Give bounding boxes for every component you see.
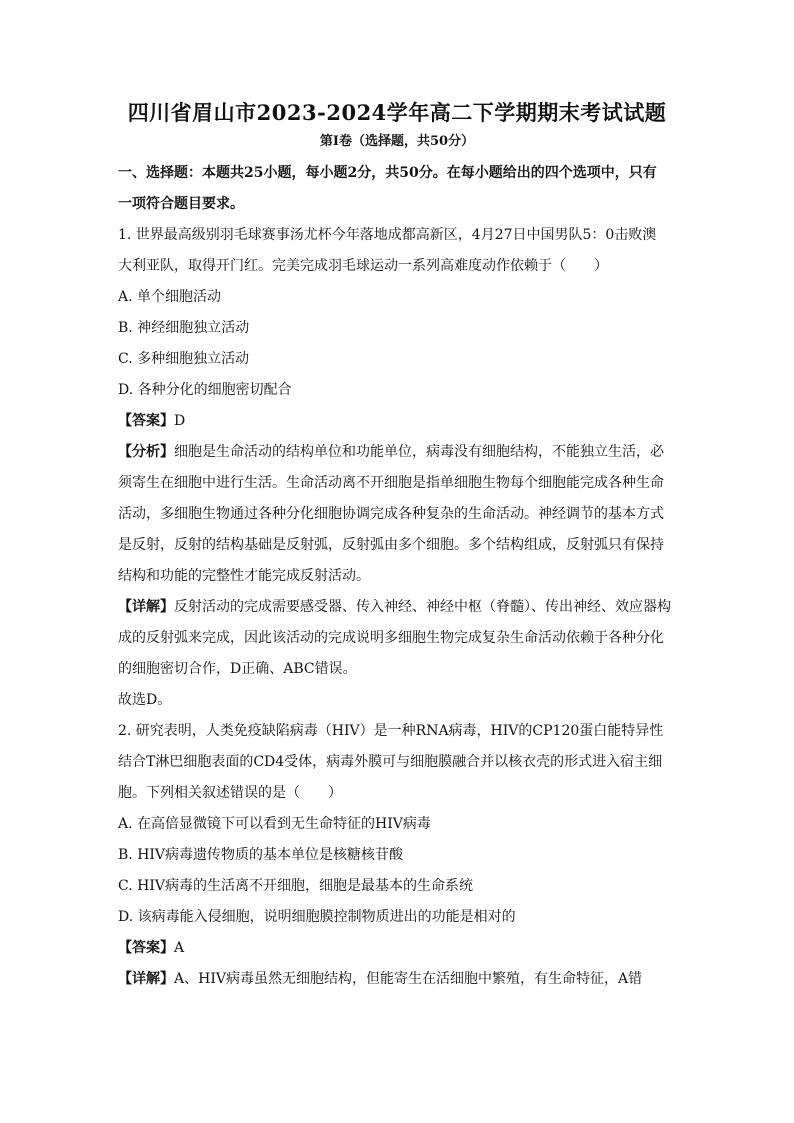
- q1-analysis-line: 须寄生在细胞中进行生活。生命活动离不开细胞是指单细胞生物每个细胞能完成各种生命: [118, 475, 664, 491]
- q1-conclusion: 故选D。: [118, 692, 172, 708]
- answer-value: D: [174, 413, 186, 429]
- page-title: 四川省眉山市2023-2024学年高二下学期期末考试试题: [127, 100, 667, 125]
- detail-label: 【详解】: [118, 971, 174, 987]
- q1-detail-line: 的细胞密切合作，D正确、ABC错误。: [118, 661, 357, 677]
- q2-stem-line: 2. 研究表明，人类免疫缺陷病毒（HIV）是一种RNA病毒，HIV的CP120蛋白能特异性: [118, 723, 664, 739]
- q2-option-d: D. 该病毒能入侵细胞，说明细胞膜控制物质进出的功能是相对的: [118, 909, 516, 925]
- q1-option-d: D. 各种分化的细胞密切配合: [118, 382, 292, 398]
- q2-answer: [118, 933, 676, 964]
- answer-label: 【答案】: [118, 413, 174, 429]
- q1-option-c: C. 多种细胞独立活动: [118, 351, 250, 367]
- q1-analysis-line: 是反射，反射的结构基础是反射弧，反射弧由多个细胞。多个结构组成，反射弧只有保持: [118, 537, 664, 553]
- q2-stem-line: 结合T淋巴细胞表面的CD4受体，病毒外膜可与细胞膜融合并以核衣壳的形式进入宿主细: [118, 754, 663, 770]
- q1-analysis-line: 活动，多细胞生物通过各种分化细胞协调完成各种复杂的生命活动。神经调节的基本方式: [118, 506, 664, 522]
- q2-detail-line: [118, 964, 676, 995]
- q2-option-b: B. HIV病毒遗传物质的基本单位是核糖核苷酸: [118, 847, 404, 863]
- q1-option-a: A. 单个细胞活动: [118, 289, 222, 305]
- section-heading: [118, 158, 676, 220]
- detail-text: 反射活动的完成需要感受器、传入神经、神经中枢（脊髓）、传出神经、效应器构: [174, 599, 671, 615]
- analysis-label: 【分析】: [118, 444, 174, 460]
- q2-stem-line: 胞。下列相关叙述错误的是（ ）: [118, 785, 342, 801]
- q1-analysis-line: 结构和功能的完整性才能完成反射活动。: [118, 568, 370, 584]
- part-subtitle: 第Ⅰ卷（选择题，共50分）: [319, 134, 475, 149]
- analysis-text: 细胞是生命活动的结构单位和功能单位，病毒没有细胞结构，不能独立生活，必: [174, 444, 664, 460]
- question-2: [118, 716, 676, 995]
- detail-label: 【详解】: [118, 599, 174, 615]
- q1-analysis-line: [118, 437, 676, 468]
- q2-option-a: A. 在高倍显微镜下可以看到无生命特征的HIV病毒: [118, 816, 431, 832]
- q1-stem-line: 1. 世界最高级别羽毛球赛事汤尤杯今年落地成都高新区，4月27日中国男队5：0击败澳: [118, 227, 657, 243]
- q2-option-c: C. HIV病毒的生活离不开细胞，细胞是最基本的生命系统: [118, 878, 473, 894]
- q1-answer: [118, 406, 676, 437]
- question-1: [118, 220, 676, 716]
- section-heading-line: 一、选择题：本题共25小题，每小题2分，共50分。在每小题给出的四个选项中，只有: [118, 165, 657, 181]
- detail-text: A、HIV病毒虽然无细胞结构，但能寄生在活细胞中繁殖，有生命特征，A错: [174, 971, 643, 987]
- q1-detail-line: 成的反射弧来完成，因此该活动的完成说明多细胞生物完成复杂生命活动依赖于各种分化: [118, 630, 664, 646]
- section-heading-line: 一项符合题目要求。: [118, 196, 244, 212]
- q1-detail-line: [118, 592, 676, 623]
- q1-stem-line: 大利亚队，取得开门红。完美完成羽毛球运动一系列高难度动作依赖于（ ）: [118, 258, 608, 274]
- answer-value: A: [174, 940, 185, 956]
- answer-label: 【答案】: [118, 940, 174, 956]
- q1-option-b: B. 神经细胞独立活动: [118, 320, 250, 336]
